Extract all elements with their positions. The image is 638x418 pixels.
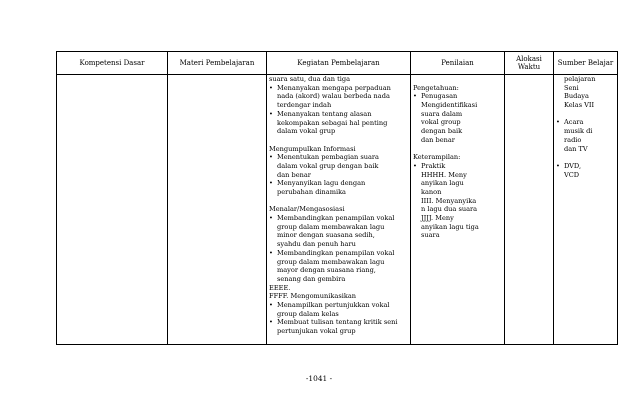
- spacer: [413, 75, 502, 84]
- list-item-line: dengan baik: [421, 127, 463, 136]
- list-item-line: minor dengan suasana sedih,: [277, 231, 375, 240]
- spacer: [269, 197, 408, 206]
- cell-kegiatan-pembelajaran: [267, 75, 411, 345]
- list-item-line: nada (akord) walau berbeda nada: [277, 92, 390, 101]
- list-item-line: • Menyanyikan lagu dengan: [277, 179, 366, 188]
- list-item-line: kanon: [421, 187, 442, 196]
- list-item: [556, 118, 615, 153]
- cell-text: anyikan lagu tiga: [421, 222, 479, 231]
- header-sumber-belajar: Sumber Belajar: [554, 52, 618, 75]
- header-kompetensi-dasar: Kompetensi Dasar: [57, 52, 168, 75]
- cell-alokasi-waktu: [505, 75, 554, 345]
- list-item-line: • Menanyakan mengapa perpaduan: [277, 83, 391, 92]
- list-item: [413, 92, 502, 144]
- list-item: [269, 153, 408, 179]
- spacer: [556, 110, 615, 119]
- list-item-line: pertunjukan vokal grup: [277, 327, 356, 336]
- list-item-line: radio: [564, 135, 582, 144]
- list-item: [269, 301, 408, 318]
- list-item-line: perubahan dinamika: [277, 188, 346, 197]
- list-item: [269, 110, 408, 136]
- cell-text: IIII. Menyanyika: [421, 196, 477, 205]
- cell-text: Mengumpulkan Informasi: [269, 144, 356, 153]
- list-item-line: • Menentukan pembagian suara: [277, 153, 379, 162]
- list-item: [269, 249, 408, 284]
- cell-kompetensi-dasar: [57, 75, 168, 345]
- spacer: [556, 153, 615, 162]
- list-item-line: group dalam membawakan lagu: [277, 257, 385, 266]
- cell-text: suara satu, dua dan tiga: [269, 75, 351, 83]
- list-item: [269, 179, 408, 196]
- list-item-line: • Menanyakan tentang alasan: [277, 109, 372, 118]
- list-item-line: dalam vokal grup: [277, 127, 336, 136]
- list-item-line: • Membandingkan penampilan vokal: [277, 214, 395, 223]
- cell-text: JJJJ. Meny: [421, 214, 454, 223]
- list-item-line: • Praktik: [421, 161, 446, 170]
- list-item: [556, 162, 615, 179]
- cell-text: Menalar/Mengasosiasi: [269, 205, 345, 214]
- list-item-line: • Penugasan: [421, 92, 458, 101]
- list-item-line: anyikan lagu: [421, 179, 464, 188]
- list-item-line: • Menampilkan pertunjukkan vokal: [277, 301, 390, 310]
- cell-sumber-belajar: [554, 75, 618, 345]
- list-item: [269, 214, 408, 249]
- spacer: [413, 145, 502, 154]
- spacer: [269, 136, 408, 145]
- list-item-line: dan benar: [421, 135, 455, 144]
- cell-text: pelajaran: [564, 75, 596, 83]
- cell-text: Pengetahuan:: [413, 83, 459, 92]
- list-item-line: musik di: [564, 127, 593, 136]
- cell-text: suara: [421, 231, 440, 240]
- header-kegiatan-pembelajaran: Kegiatan Pembelajaran: [267, 52, 411, 75]
- list-item: [413, 162, 502, 197]
- list-item-line: HHHH. Meny: [421, 170, 467, 179]
- list-item-line: VCD: [564, 170, 580, 179]
- list-item-line: • DVD,: [564, 161, 582, 170]
- cell-text: FFFF. Mengomunikasikan: [269, 292, 357, 301]
- list-item-line: dan TV: [564, 144, 588, 153]
- lesson-plan-table: [56, 51, 618, 345]
- cell-text: Kelas VII: [564, 101, 595, 110]
- list-item: [269, 84, 408, 110]
- cell-text: Seni: [564, 83, 579, 92]
- list-item-line: group dalam kelas: [277, 309, 339, 318]
- list-item: [269, 318, 408, 335]
- list-item-line: senang dan gembira: [277, 274, 346, 283]
- table-row: [57, 75, 618, 345]
- list-item-line: Mengidentifikasi: [421, 101, 478, 109]
- header-materi-pembelajaran: Materi Pembelajaran: [168, 52, 267, 75]
- list-item-line: mayor dengan suasana riang,: [277, 266, 376, 275]
- cell-text: Budaya: [564, 92, 589, 101]
- cell-materi-pembelajaran: [168, 75, 267, 345]
- page-number: -1041 -: [305, 374, 333, 383]
- header-penilaian: Penilaian: [411, 52, 505, 75]
- list-item-line: kekompakan sebagai hal penting: [277, 118, 388, 127]
- list-item-line: dan benar: [277, 170, 311, 179]
- table-header-row: [57, 52, 618, 75]
- list-item-line: suara dalam: [421, 109, 463, 118]
- list-item-line: terdengar indah: [277, 101, 332, 110]
- list-item-line: dalam vokal grup dengan baik: [277, 161, 379, 170]
- list-item-line: • Acara: [564, 118, 584, 127]
- header-alokasi-waktu: Alokasi Waktu: [505, 52, 554, 75]
- cell-text: Keterampilan:: [413, 153, 461, 162]
- cell-text: EEEE.: [269, 283, 291, 292]
- cell-text: n lagu dua suara: [421, 205, 478, 214]
- list-item-line: • Membandingkan penampilan vokal: [277, 248, 395, 257]
- list-item-line: group dalam membawakan lagu: [277, 222, 385, 231]
- list-item-line: syahdu dan penuh haru: [277, 240, 356, 249]
- list-item-line: vokal group: [421, 118, 461, 127]
- list-item-line: • Membuat tulisan tentang kritik seni: [277, 318, 398, 327]
- cell-penilaian: [411, 75, 505, 345]
